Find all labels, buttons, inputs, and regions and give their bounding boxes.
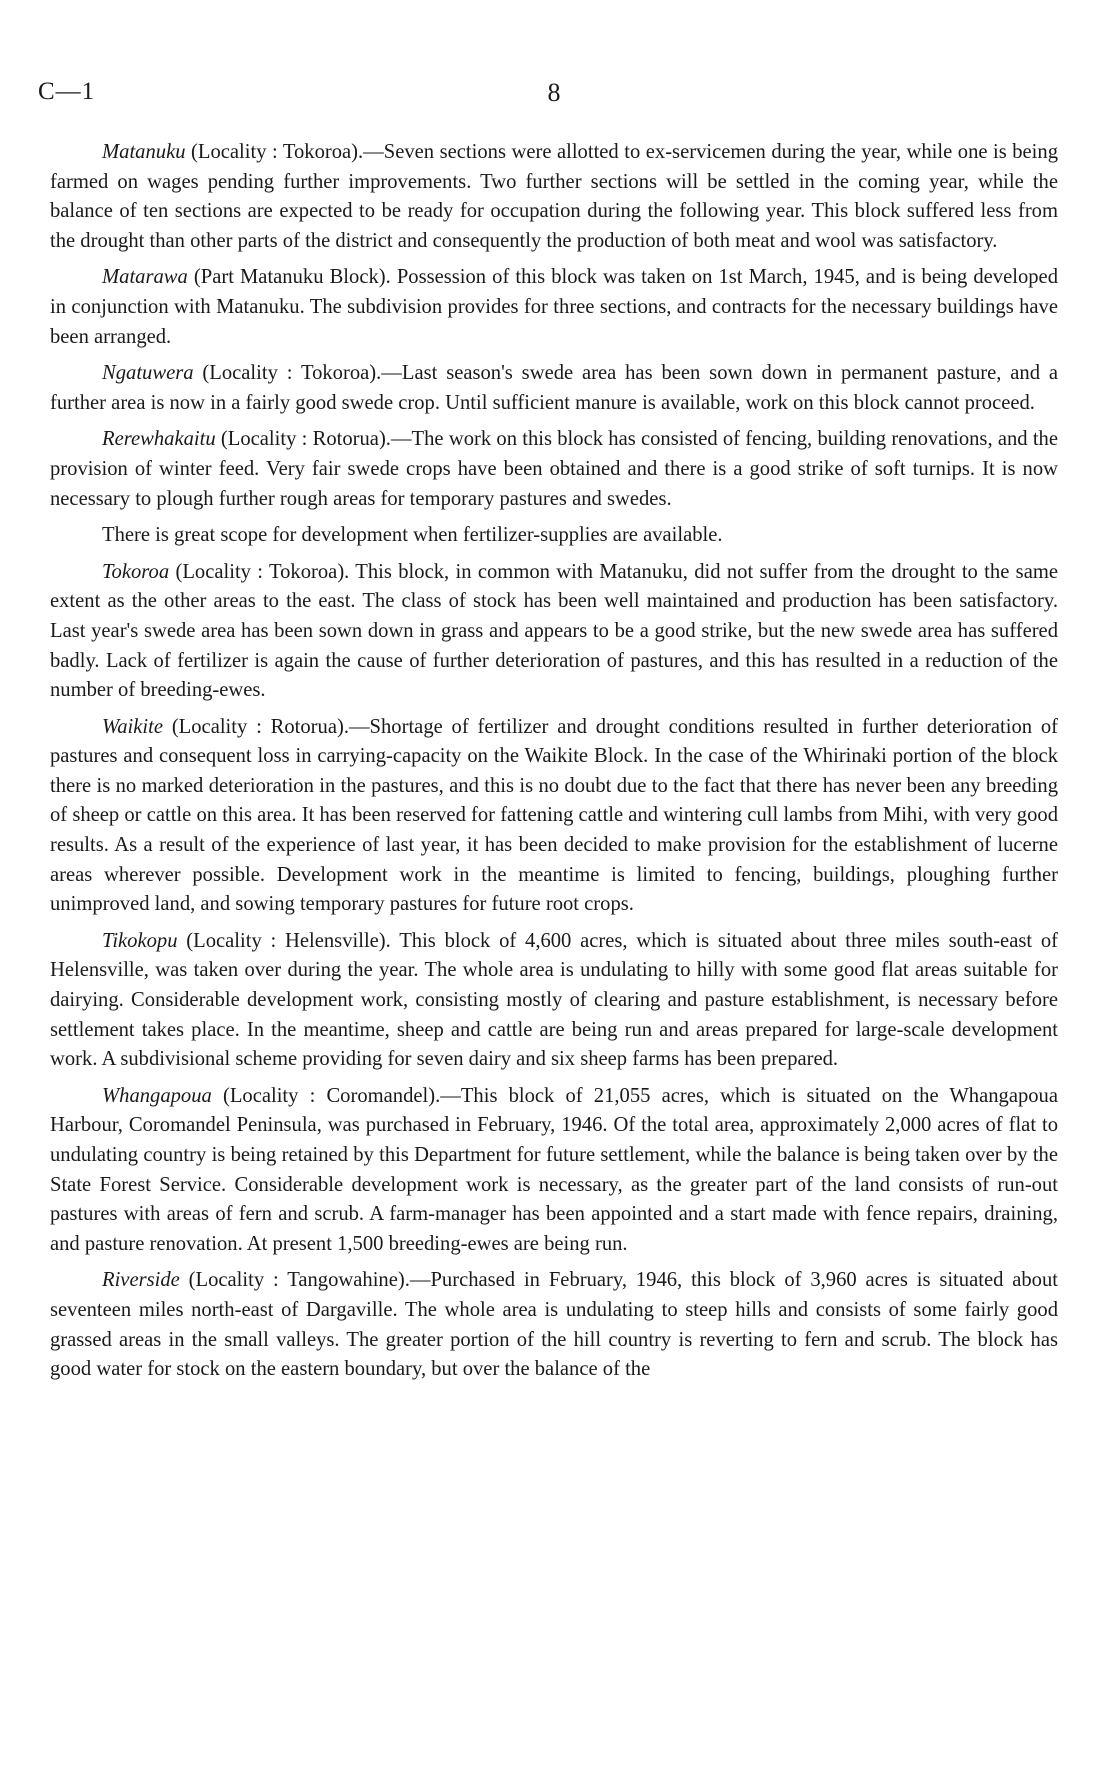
paragraph-scope-note <box>50 521 1058 551</box>
paragraph-text: (Locality : Tangowahine).—Purchased in February, 1946, this block of 3,960 acres is situated about seventeen miles north-east of Dargaville. The whole area is undulating to steep hills and consists of some fairly good grassed areas in the small valleys. The greater portion of the hill country is reverting to fern and scrub. The block has good water for stock on the eastern boundary, but over the balance of the <box>50 1269 1058 1381</box>
block-name: Tokoroa <box>102 560 170 583</box>
block-name: Whangapoua <box>102 1084 212 1107</box>
paragraph-whangapoua <box>50 1082 1058 1260</box>
paragraph-text: (Locality : Tokoroa).—Last season's swede area has been sown down in permanent pasture, and a further area is now in a fairly good swede crop. Until sufficient manure is available, work on this block cannot proceed. <box>50 362 1058 414</box>
block-name: Matarawa <box>102 266 188 289</box>
page-number: 8 <box>547 78 561 107</box>
block-name: Rerewhakaitu <box>102 428 216 451</box>
paragraph-text: (Locality : Rotorua).—Shortage of fertilizer and drought conditions resulted in further deterioration of pastures and consequent loss in carrying-capacity on the Waikite Block. In the case of the Whirinaki portion of the block there is no marked deterioration in the pastures, and this is no doubt due to the fact that there has never been any breeding of sheep or cattle on this area. It has been reserved for fattening cattle and wintering cull lambs from Mihi, with very good results. As a result of the experience of last year, it has been decided to make provision for the establishment of lucerne areas wherever possible. Development work in the meantime is limited to fencing, buildings, ploughing further unimproved land, and sowing temporary pastures for future root crops. <box>50 715 1058 916</box>
paragraph-ngatuwera <box>50 359 1058 418</box>
document-reference: C—1 <box>38 78 96 105</box>
paragraph-tokoroa <box>50 558 1058 706</box>
body-text <box>50 138 1058 1392</box>
paragraph-text: (Locality : Tokoroa). This block, in common with Matanuku, did not suffer from the drought to the same extent as the other areas to the east. The class of stock has been well maintained and production has been satisfactory. Last year's swede area has been sown down in grass and appears to be a good strike, but the new swede area has suffered badly. Lack of fertilizer is again the cause of further deterioration of pastures, and this has resulted in a reduction of the number of breeding-ewes. <box>50 560 1058 702</box>
block-name: Riverside <box>102 1269 180 1292</box>
paragraph-matanuku <box>50 138 1058 256</box>
block-name: Ngatuwera <box>102 362 194 385</box>
block-name: Tikokopu <box>102 929 178 952</box>
paragraph-matarawa <box>50 263 1058 352</box>
paragraph-text: (Locality : Rotorua).—The work on this block has consisted of fencing, building renovations, and the provision of winter feed. Very fair swede crops have been obtained and there is a good strike of soft turnips. It is now necessary to plough further rough areas for temporary pastures and swedes. <box>50 428 1058 510</box>
paragraph-waikite <box>50 713 1058 920</box>
paragraph-text: (Locality : Helensville). This block of 4,600 acres, which is situated about three miles south-east of Helensville, was taken over during the year. The whole area is undulating to hilly with some good flat areas suitable for dairying. Considerable development work, consisting mostly of clearing and pasture establishment, is necessary before settlement takes place. In the meantime, sheep and cattle are being run and areas prepared for large-scale development work. A subdivisional scheme providing for seven dairy and six sheep farms has been prepared. <box>50 929 1058 1071</box>
paragraph-text: (Locality : Coromandel).—This block of 21,055 acres, which is situated on the Whangapoua Harbour, Coromandel Peninsula, was purchased in February, 1946. Of the total area, approximately 2,000 acres of flat to undulating country is being retained by this Department for future settlement, while the balance is being taken over by the State Forest Service. Considerable development work is necessary, as the greater part of the land consists of run-out pastures with areas of fern and scrub. A farm-manager has been appointed and a start made with fence repairs, draining, and pasture renovation. At present 1,500 breeding-ewes are being run. <box>50 1084 1058 1255</box>
paragraph-text: There is great scope for development when fertilizer-supplies are available. <box>102 524 723 547</box>
paragraph-riverside <box>50 1266 1058 1384</box>
paragraph-text: (Part Matanuku Block). Possession of this block was taken on 1st March, 1945, and is being developed in conjunction with Matanuku. The subdivision provides for three sections, and contracts for the necessary buildings have been arranged. <box>50 266 1058 348</box>
paragraph-tikokopu <box>50 927 1058 1075</box>
paragraph-rerewhakaitu <box>50 425 1058 514</box>
paragraph-text: (Locality : Tokoroa).—Seven sections were allotted to ex-servicemen during the year, while one is being farmed on wages pending further improvements. Two further sections will be settled in the coming year, while the balance of ten sections are expected to be ready for occupation during the following year. This block suffered less from the drought than other parts of the district and consequently the production of both meat and wool was satisfactory. <box>50 141 1058 252</box>
block-name: Matanuku <box>102 141 186 163</box>
page-header <box>38 78 1070 108</box>
block-name: Waikite <box>102 715 164 738</box>
